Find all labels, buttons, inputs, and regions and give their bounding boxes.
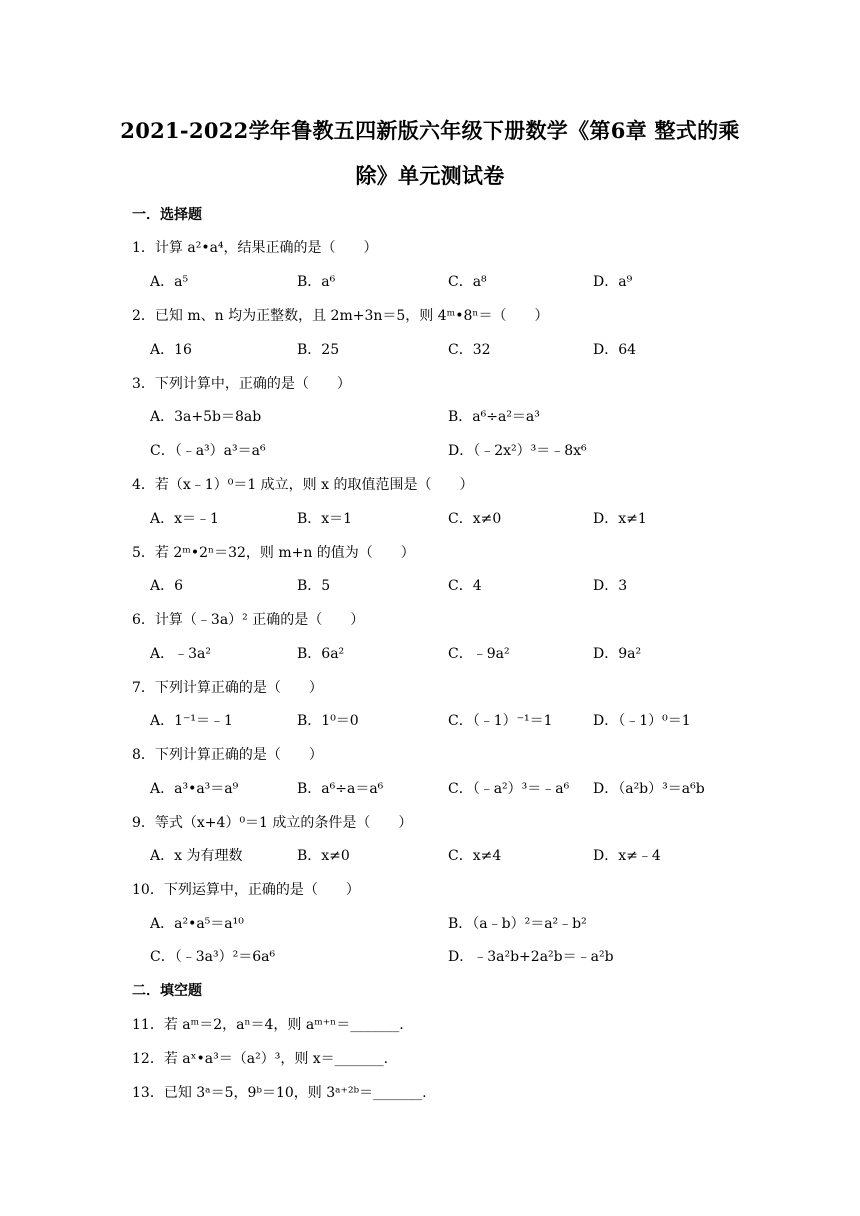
question-10-option-c: C．（﹣3a³）²＝6a⁶ — [150, 949, 276, 965]
question-9-option-b: B．x≠0 — [297, 848, 350, 864]
question-3-option-c: C．（﹣a³）a³＝a⁶ — [150, 443, 266, 459]
question-3-option-a: A．3a+5b＝8ab — [150, 409, 262, 425]
section-fill-heading: 二．填空题 — [132, 983, 202, 999]
question-13: 13．已知 3ᵃ＝5，9ᵇ＝10，则 3ᵃ⁺²ᵇ＝_______. — [132, 1085, 427, 1101]
question-1-option-a: A．a⁵ — [150, 274, 189, 290]
question-6-option-a: A．﹣3a² — [150, 646, 211, 662]
question-7-option-b: B．1⁰＝0 — [297, 713, 359, 729]
question-1-option-c: C．a⁸ — [448, 274, 487, 290]
exam-title-line2: 除》单元测试卷 — [355, 163, 505, 188]
question-6-option-c: C．﹣9a² — [448, 646, 510, 662]
question-4-option-a: A．x＝﹣1 — [150, 511, 219, 527]
question-7-option-c: C．（﹣1）⁻¹＝1 — [448, 713, 553, 729]
question-11: 11．若 aᵐ＝2，aⁿ＝4，则 aᵐ⁺ⁿ＝_______. — [132, 1017, 404, 1033]
question-5-option-b: B．5 — [297, 578, 331, 594]
question-8-option-a: A．a³•a³＝a⁹ — [150, 781, 239, 797]
question-3-option-b: B．a⁶÷a²＝a³ — [448, 409, 540, 425]
question-3: 3．下列计算中，正确的是（ ） — [132, 376, 351, 392]
section-choice-heading: 一．选择题 — [132, 207, 202, 223]
question-8-option-c: C．（﹣a²）³＝﹣a⁶ — [448, 781, 570, 797]
question-9-option-c: C．x≠4 — [448, 848, 502, 864]
question-3-option-d: D．（﹣2x²）³＝﹣8x⁶ — [448, 443, 587, 459]
question-8-option-b: B．a⁶÷a＝a⁶ — [297, 781, 384, 797]
question-2: 2．已知 m、n 均为正整数，且 2m+3n＝5，则 4ᵐ•8ⁿ＝（ ） — [132, 308, 549, 324]
question-8: 8．下列计算正确的是（ ） — [132, 747, 323, 763]
question-2-option-c: C．32 — [448, 342, 491, 358]
question-4-option-b: B．x＝1 — [297, 511, 353, 527]
question-4: 4．若（x﹣1）⁰＝1 成立，则 x 的取值范围是（ ） — [132, 477, 474, 493]
question-1: 1．计算 a²•a⁴，结果正确的是（ ） — [132, 240, 378, 256]
question-10-option-d: D．﹣3a²b+2a²b＝﹣a²b — [448, 949, 614, 965]
question-7-option-a: A．1⁻¹＝﹣1 — [150, 713, 233, 729]
question-10-option-a: A．a²•a⁵＝a¹⁰ — [150, 916, 244, 932]
question-1-option-b: B．a⁶ — [297, 274, 336, 290]
question-4-option-c: C．x≠0 — [448, 511, 502, 527]
question-9-option-d: D．x≠﹣4 — [593, 848, 661, 864]
question-5-option-c: C．4 — [448, 578, 482, 594]
question-2-option-a: A．16 — [150, 342, 192, 358]
question-4-option-d: D．x≠1 — [593, 511, 647, 527]
question-8-option-d: D．（a²b）³＝a⁶b — [593, 781, 705, 797]
question-12: 12．若 aˣ•a³＝（a²）³，则 x＝_______. — [132, 1051, 389, 1067]
question-2-option-d: D．64 — [593, 342, 637, 358]
question-1-option-d: D．a⁹ — [593, 274, 633, 290]
question-5-option-d: D．3 — [593, 578, 628, 594]
question-10: 10．下列运算中，正确的是（ ） — [132, 882, 360, 898]
question-9-option-a: A．x 为有理数 — [150, 848, 243, 864]
question-6-option-b: B．6a² — [297, 646, 345, 662]
question-10-option-b: B．（a﹣b）²＝a²﹣b² — [448, 916, 587, 932]
exam-title-line1: 2021-2022学年鲁教五四新版六年级下册数学《第6章 整式的乘 — [120, 118, 740, 143]
question-2-option-b: B．25 — [297, 342, 340, 358]
question-5: 5．若 2ᵐ•2ⁿ＝32，则 m+n 的值为（ ） — [132, 545, 415, 561]
question-5-option-a: A．6 — [150, 578, 184, 594]
question-9: 9．等式（x+4）⁰＝1 成立的条件是（ ） — [132, 815, 413, 831]
question-7-option-d: D．（﹣1）⁰＝1 — [593, 713, 691, 729]
question-6-option-d: D．9a² — [593, 646, 642, 662]
question-7: 7．下列计算正确的是（ ） — [132, 680, 323, 696]
question-6: 6．计算（﹣3a）² 正确的是（ ） — [132, 612, 365, 628]
